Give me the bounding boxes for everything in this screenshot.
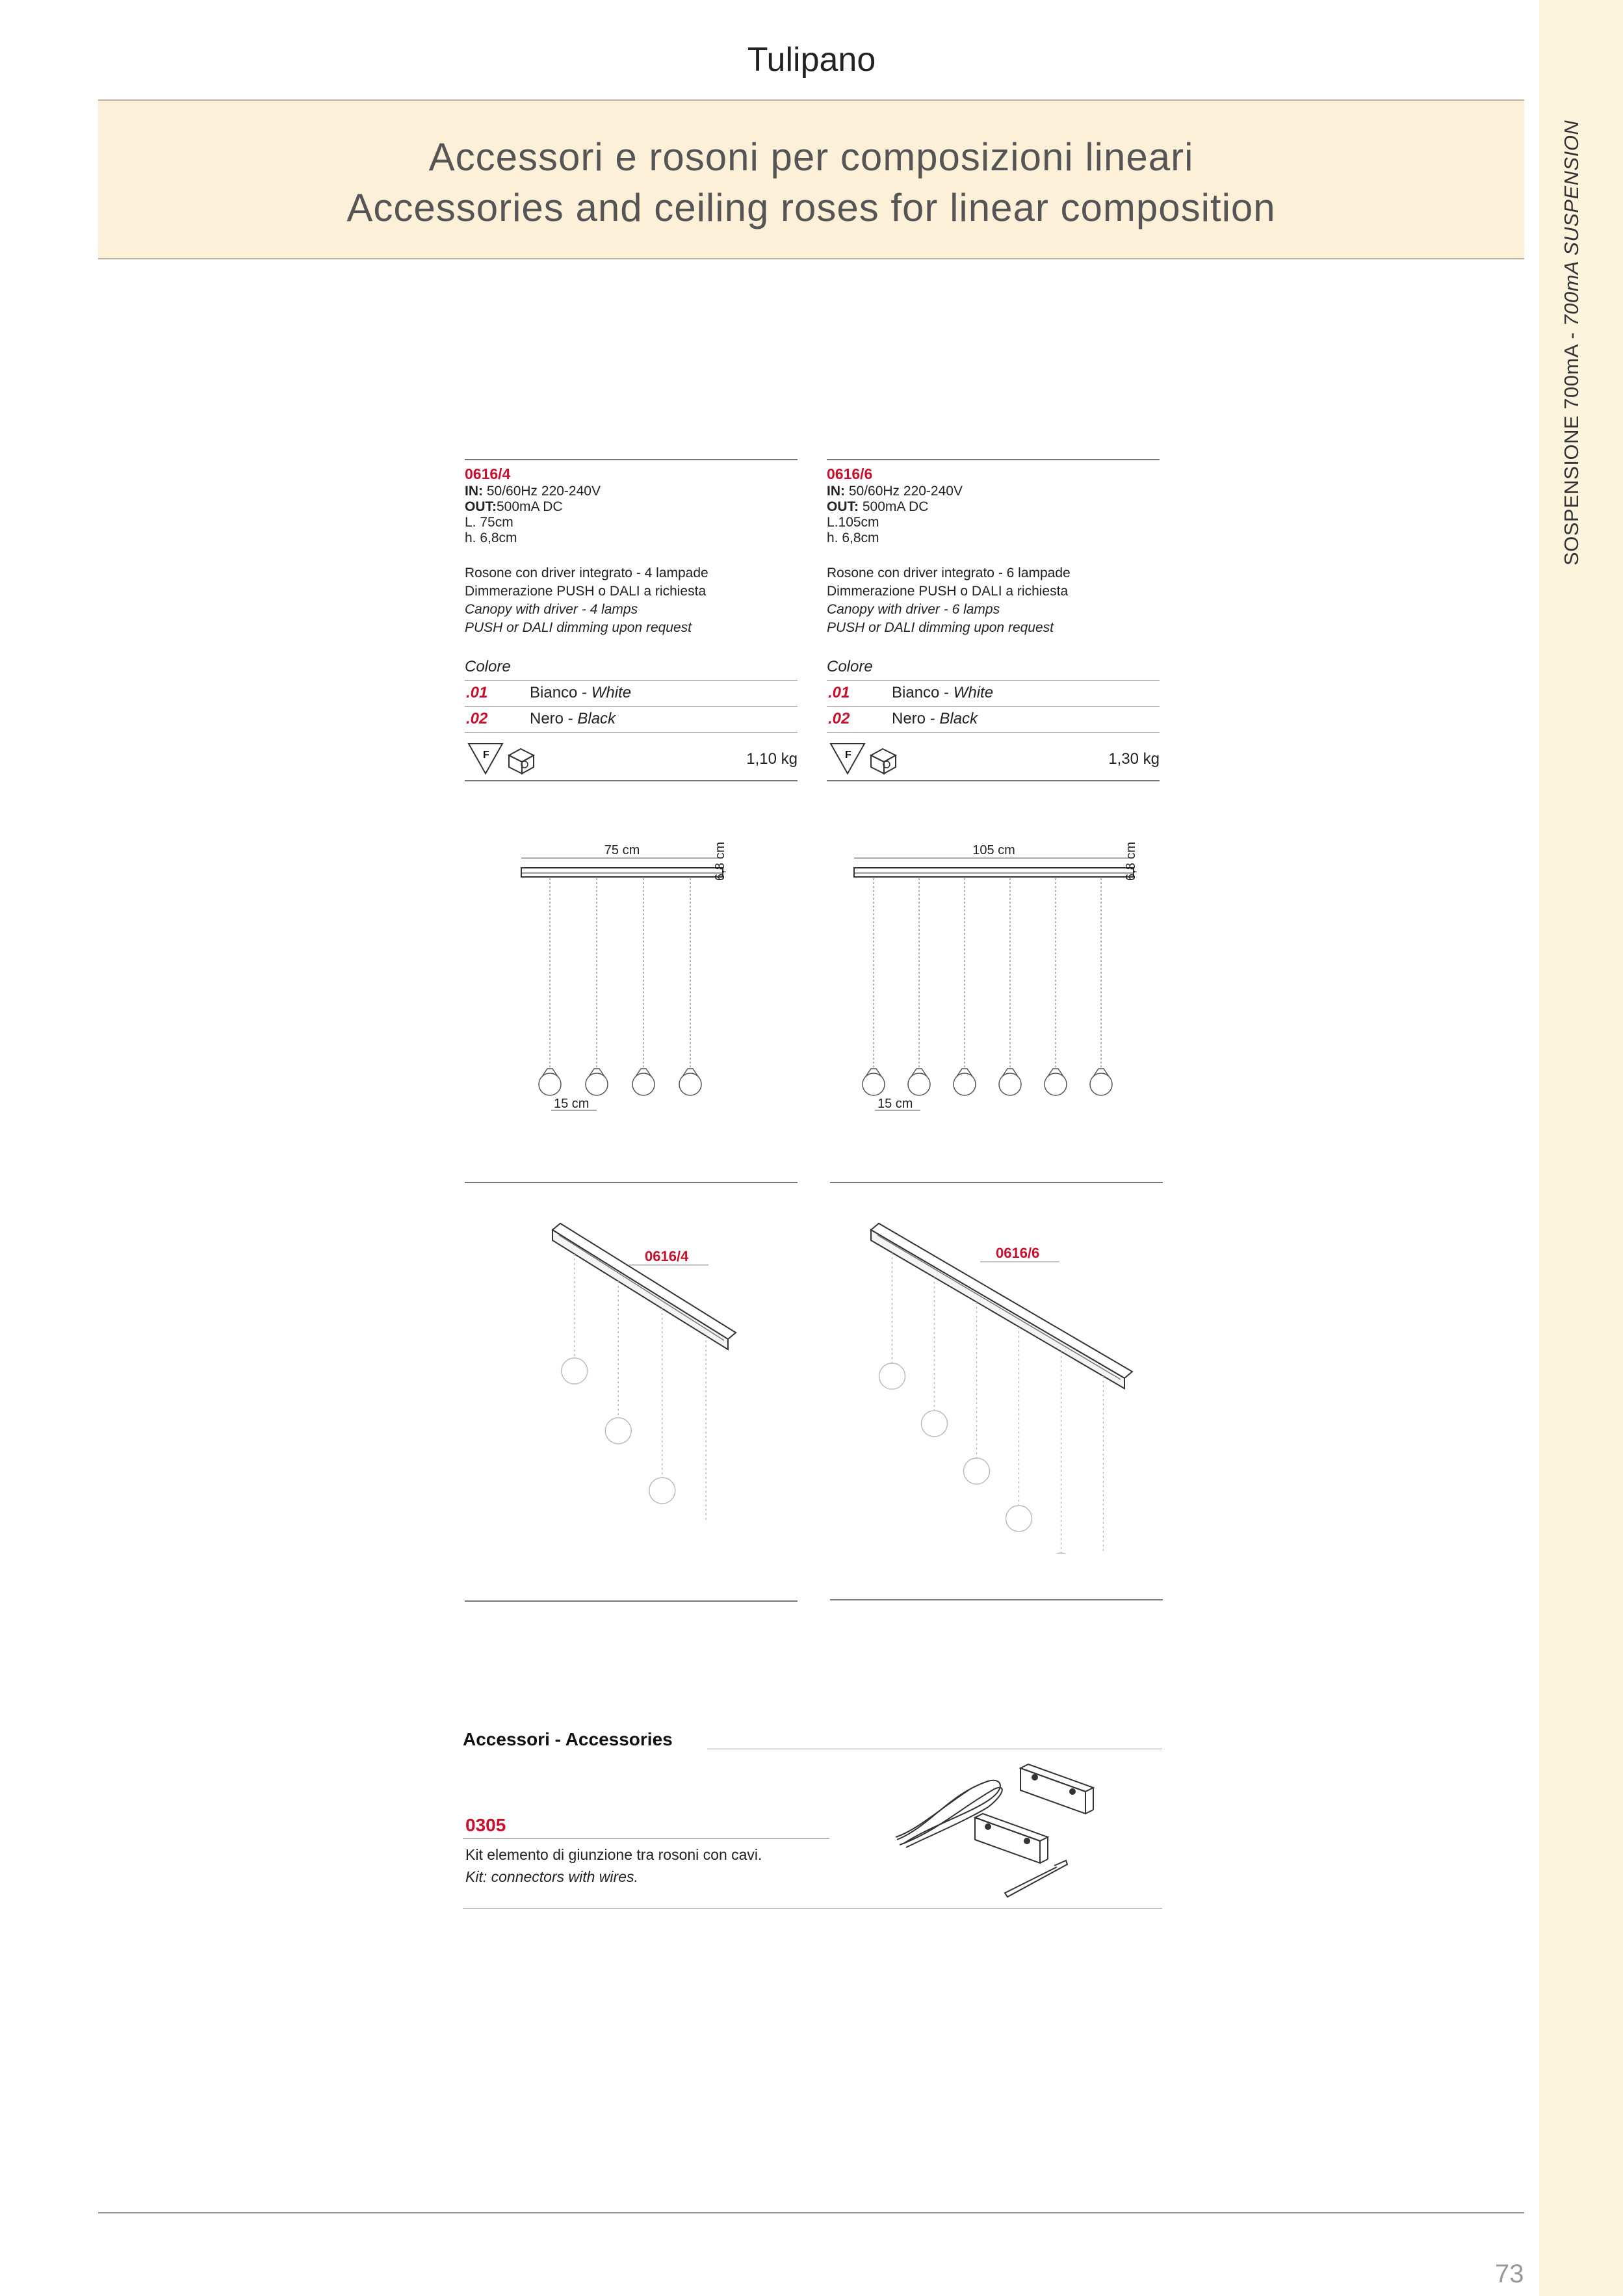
- color-rule: [827, 706, 1160, 707]
- separator-rule: [465, 1182, 798, 1183]
- lamp-globe: [1045, 1073, 1067, 1095]
- footer-rule: [98, 2212, 1524, 2213]
- product-card-0616-6: [827, 459, 1160, 784]
- package-box-icon: [871, 749, 896, 774]
- product-specs: IN: 50/60Hz 220-240V OUT:500mA DC L. 75cm h. 6,8cm: [465, 484, 601, 545]
- colore-label: Colore: [827, 658, 873, 675]
- technical-drawing-0616-4: [494, 839, 767, 1125]
- accessories-title: Accessori - Accessories: [463, 1729, 673, 1749]
- color-rule: [465, 706, 798, 707]
- canopy-beam-top: [552, 1223, 736, 1339]
- color-option-white: .01 Bianco - White: [828, 684, 994, 701]
- color-option-black: .02 Nero - Black: [828, 710, 978, 727]
- product-code: 0616/6: [827, 465, 873, 482]
- dimension-spacing-label: 15 cm: [554, 1097, 590, 1111]
- accessory-description: [465, 1844, 762, 1888]
- color-rule: [465, 732, 798, 733]
- perspective-view-0616-4: [539, 1216, 747, 1521]
- canopy-bar: [854, 868, 1134, 877]
- f-mark-text: F: [483, 750, 489, 761]
- perspective-lamp-globe: [1006, 1506, 1032, 1532]
- accessory-desc-it: Kit elemento di giunzione tra rosoni con cavi.: [465, 1846, 762, 1863]
- separator-rule: [465, 1600, 798, 1602]
- perspective-lamp-globe: [605, 1418, 631, 1444]
- lamp-globe: [908, 1073, 930, 1095]
- section-banner: [98, 99, 1524, 259]
- product-weight: 1,30 kg: [1108, 750, 1160, 768]
- perspective-view-0616-6: [858, 1216, 1144, 1554]
- accessory-code-rule: [463, 1838, 829, 1839]
- lamp-globe: [954, 1073, 976, 1095]
- product-code: 0616/4: [465, 465, 511, 482]
- color-rule: [465, 680, 798, 681]
- product-description: Rosone con driver integrato - 4 lampade Dimmerazione PUSH o DALI a richiesta Canopy with driver - 4 lamps PUSH or DALI dimming upon request: [465, 566, 708, 635]
- accessory-desc-en: Kit: connectors with wires.: [465, 1868, 638, 1885]
- product-specs: IN: 50/60Hz 220-240V OUT: 500mA DC L.105cm h. 6,8cm: [827, 484, 963, 545]
- perspective-lamp-globe: [1048, 1553, 1074, 1554]
- separator-rule: [830, 1182, 1163, 1183]
- view-product-code: 0616/6: [996, 1245, 1040, 1261]
- color-option-white: .01 Bianco - White: [466, 684, 632, 701]
- banner-title-en: Accessories and ceiling roses for linear composition: [346, 186, 1276, 229]
- view-product-code: 0616/4: [645, 1248, 689, 1264]
- product-bottom-rule: [465, 780, 798, 781]
- perspective-lamp-globe: [879, 1363, 905, 1389]
- product-bottom-rule: [827, 780, 1160, 781]
- lamp-globe: [632, 1073, 655, 1095]
- lamp-globe: [586, 1073, 608, 1095]
- dimension-height-label: 6,8 cm: [713, 841, 727, 881]
- lamp-globe: [539, 1073, 561, 1095]
- canopy-beam-groove: [559, 1235, 724, 1340]
- product-top-rule: [465, 459, 798, 460]
- perspective-lamp-globe: [562, 1358, 588, 1384]
- dimension-spacing-label: 15 cm: [877, 1097, 913, 1111]
- color-rule: [827, 680, 1160, 681]
- sidebar-label: [1560, 120, 1583, 566]
- separator-rule: [830, 1599, 1163, 1600]
- product-weight: 1,10 kg: [746, 750, 798, 768]
- dimension-width-label: 75 cm: [604, 843, 640, 857]
- banner-title-it: Accessori e rosoni per composizioni lineari: [428, 135, 1194, 179]
- product-card-0616-4: [465, 459, 798, 784]
- color-option-black: .02 Nero - Black: [466, 710, 616, 727]
- page-number: 73: [1495, 2260, 1524, 2288]
- technical-drawing-0616-6: [845, 839, 1170, 1125]
- certification-icons: [467, 742, 539, 776]
- perspective-lamp-globe: [964, 1458, 990, 1484]
- page-title: Tulipano: [747, 41, 876, 79]
- connector-kit-illustration: [890, 1755, 1098, 1905]
- accessory-code: 0305: [465, 1815, 506, 1835]
- canopy-bar: [521, 868, 723, 877]
- package-box-icon: [509, 749, 534, 774]
- lamp-globe: [1090, 1073, 1112, 1095]
- colore-label: Colore: [465, 658, 511, 675]
- product-description: Rosone con driver integrato - 6 lampade Dimmerazione PUSH o DALI a richiesta Canopy with driver - 6 lamps PUSH or DALI dimming upon request: [827, 566, 1071, 635]
- lamp-globe: [999, 1073, 1021, 1095]
- accessories-bottom-rule: [463, 1908, 1162, 1909]
- sidebar-label-regular: SOSPENSIONE 700mA -: [1560, 326, 1583, 566]
- f-class-triangle-icon: [831, 744, 864, 774]
- f-class-triangle-icon: [469, 744, 502, 774]
- sidebar-label-wrap: [1560, 120, 1599, 572]
- color-rule: [827, 732, 1160, 733]
- perspective-lamp-globe: [649, 1478, 675, 1504]
- product-top-rule: [827, 459, 1160, 460]
- f-mark-text: F: [845, 750, 851, 761]
- lamp-globe: [679, 1073, 701, 1095]
- certification-icons: [829, 742, 901, 776]
- perspective-lamp-globe: [922, 1411, 948, 1437]
- dimension-height-label: 6,8 cm: [1124, 841, 1138, 881]
- lamp-globe: [863, 1073, 885, 1095]
- dimension-width-label: 105 cm: [972, 843, 1015, 857]
- sidebar-label-italic: 700mA SUSPENSION: [1560, 120, 1583, 326]
